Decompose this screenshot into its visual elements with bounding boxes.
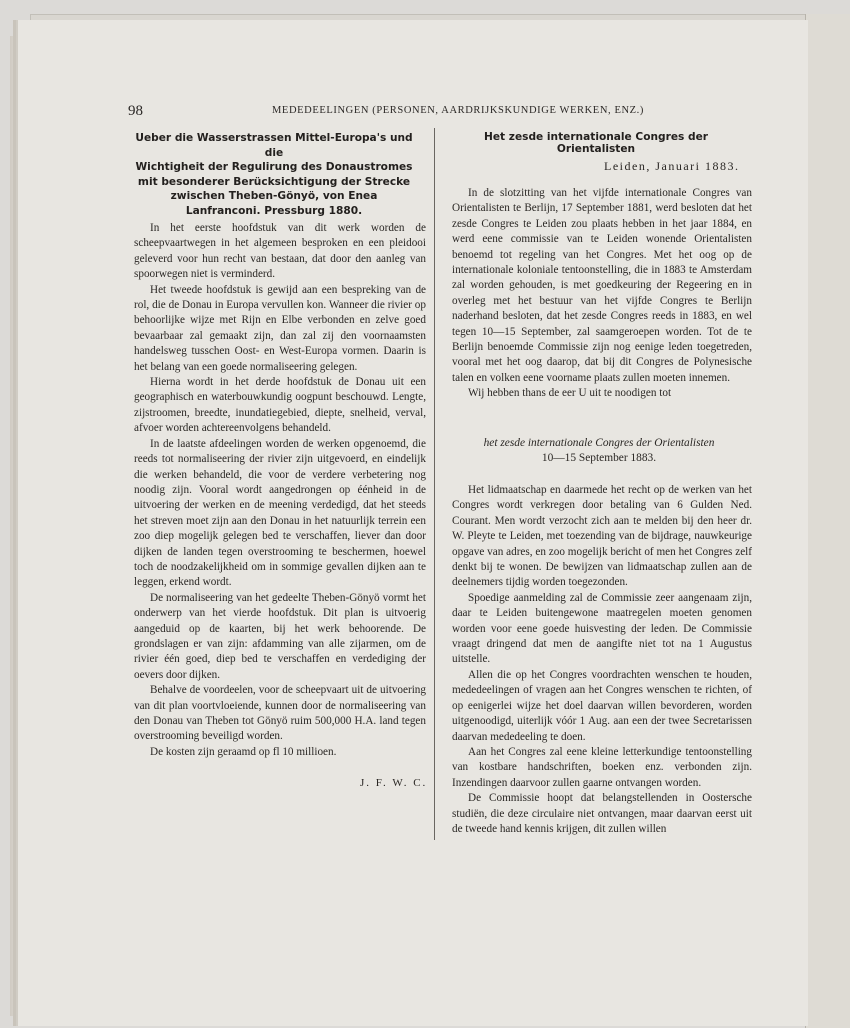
paragraph: Hierna wordt in het derde hoofdstuk de Donau uit een geographisch en waterbouwkundig oogpunt beschouwd. Lengte, zijstroomen, breedte, inundatiegebied, diepte, snelheid, verval, afvoer worden achtereenvolgens behandeld.	[134, 376, 426, 435]
title-line: Ueber die Wasserstrassen Mittel-Europa's und die	[135, 132, 413, 159]
paragraph: De normaliseering van het gedeelte Theben-Gönyö vormt het onderwerp van het vierde hoofdstuk. Dit plan is uitvoerig aangeduid op de kaarten, bij het werk behoorende. De grondslagen er van zijn: afdamming van alle zijarmen, om de rivier één goed, diep bed te verschaffen en verdediging der oevers door dijken.	[134, 591, 426, 681]
paragraph: De Commissie hoopt dat belangstellenden in Oostersche studiën, die deze circulaire niet ontvangen, maar daarvan eerst uit de tweede hand kennis krijgen, dit zullen willen	[452, 792, 752, 835]
paragraph: Spoedige aanmelding zal de Commissie zeer aangenaam zijn, daar te Leiden buitengewone maatregelen moeten genomen worden voor eene goede huisvesting der leden. De Commissie vraagt dringend dat men de aangifte niet tot na 1 Augustus uitstelle.	[452, 591, 752, 666]
title-line: zwischen Theben-Gönyö, von Enea	[170, 190, 378, 203]
paragraph: In de slotzitting van het vijfde internationale Congres van Orientalisten te Berlijn, 17 September 1881, werd besloten dat het zesde Congres te Leiden zou plaats hebben in het jaar 1884, en werd eene commissie van te Leiden wonende Orientalisten benoemd tot regeling van het Congres. Met het oog op de internationale koloniale tentoonstelling, die in 1883 te Amsterdam zal worden gehouden, is met goedkeuring der Regeering en in overleg met het bestuur van het vijfde Congres te Berlijn naderhand besloten, dat het zesde Congres reeds in 1883, en wel tegen 10—15 September, zal saamgeroepen worden. Tot de te Berlijn benoemde Commissie zijn nog eenige leden toegetreden, vooral met het oog daarop, dat bij dit Congres de Polynesische talen en volken eene voorname plaats zullen moeten innemen.	[452, 187, 752, 384]
paragraph: Allen die op het Congres voordrachten wenschen te houden, mededeelingen of vragen aan het Congres wenschen te richten, of op eenigerlei wijze het doel daarvan willen bevorderen, worden uitgenoodigd, uiterlijk vóór 1 Aug. aan een der twee Secretarissen daarvan mededeeling te doen.	[452, 668, 752, 743]
right-column-body-a	[452, 186, 752, 402]
paragraph: Wij hebben thans de eer U uit te noodigen tot	[468, 387, 672, 400]
invitation-heading	[446, 436, 752, 466]
left-column-body	[134, 221, 426, 760]
place-date: Leiden, Januari 1883.	[604, 159, 740, 173]
left-article-title	[128, 131, 420, 219]
right-article-title: Het zesde internationale Congres der Orientalisten	[484, 131, 708, 155]
paragraph: Behalve de voordeelen, voor de scheepvaart uit de uitvoering van dit plan voortvloeiende, kunnen door de normaliseering van den Donau van Theben tot Gönyö ruim 500,000 H.A. land tegen overstrooming beveiligd worden.	[134, 684, 426, 743]
column-divider	[434, 128, 435, 840]
title-line: Lanfranconi. Pressburg 1880.	[185, 204, 363, 217]
title-line: Wichtigheit der Regulirung des Donaustromes	[135, 161, 413, 174]
paragraph: In het eerste hoofdstuk van dit werk worden de scheepvaartwegen in het algemeen besproken en een pleidooi geleverd voor hun recht van bestaan, dat door den aanleg van spoorwegen niet is verminderd.	[134, 222, 426, 281]
running-head: MEDEDEELINGEN (PERSONEN, AARDRIJKSKUNDIGE WERKEN, ENZ.)	[272, 105, 644, 116]
signature: J. F. W. C.	[360, 777, 428, 789]
title-line: mit besonderer Berücksichtigung der Strecke	[137, 175, 411, 188]
right-column-body-b	[452, 483, 752, 837]
paragraph: Het lidmaatschap en daarmede het recht op de werken van het Congres wordt verkregen door betaling van 6 Gulden Ned. Courant. Men wordt verzocht zich aan te melden bij den heer dr. W. Pleyte te Leiden, met toezending van de bijdrage, nauwkeurige opgave van adres, en zoo mogelijk bericht of men het Congres zelf denkt bij te wonen. De bewijzen van lidmaatschap zullen aan de deelnemers tijdig worden toegezonden.	[452, 484, 752, 589]
invitation-line: het zesde internationale Congres der Orientalisten	[483, 437, 715, 449]
paragraph: De kosten zijn geraamd op fl 10 millioen.	[150, 745, 337, 758]
paragraph: Aan het Congres zal eene kleine letterkundige tentoonstelling van kostbare handschriften, boeken enz. verbonden zijn. Inzendingen daarvoor zullen gaarne ontvangen worden.	[452, 745, 752, 789]
adjacent-page-edge	[805, 14, 850, 1028]
paragraph: Het tweede hoofdstuk is gewijd aan een bespreking van de rol, die de Donau in Europa vervullen kon. Wanneer die rivier op behoorlijke wijze met Rijn en Elbe verbonden en zelve goed bevaarbaar zal gemaakt zijn, dan zal zij den voornaamsten handelsweg tusschen Oost- en West-Europa vormen. Daarin is het belang van een goede normaliseering gelegen.	[134, 283, 426, 373]
paragraph: In de laatste afdeelingen worden de werken opgenoemd, die reeds tot normaliseering der rivier zijn uitgevoerd, en eindelijk die werken behandeld, die voor de verdere verbetering nog noodig zijn. Vooral wordt aangedrongen op éénheid in de uitvoering der werken en de meening verdedigd, dat het steeds het streven moet zijn aan den Donau in het natuurlijk terrein een zoo diep mogelijk gelegen bed te verschaffen, liever dan door dijken de landen tegen overstrooming te beschermen, hoewel toch de noodzakelijkheid om in sommige gevallen dijken aan te leggen, erkend wordt.	[134, 437, 426, 589]
page-number: 98	[128, 103, 143, 119]
invitation-dates: 10—15 September 1883.	[541, 452, 657, 464]
